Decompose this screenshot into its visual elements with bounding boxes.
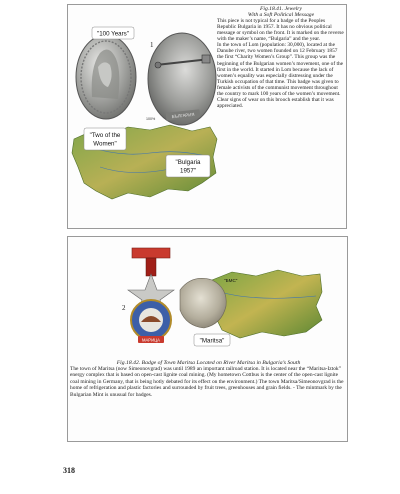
figure-1-text [217,6,345,228]
badge-inscription: МАРИЦА [142,337,160,343]
label-number-1: 1 [150,41,154,49]
figure-1-panel [67,4,347,229]
figure-1-photo [70,7,220,226]
figure-2-photo [116,240,324,360]
label-bulgaria-1957-1: "Bulgaria [175,159,201,166]
figure-2-panel [67,236,348,442]
figure-2-caption: Fig.18.42. Badge of Town Maritsa Located on River Maritsa in Bulgaria’s South [116,360,301,366]
figure-2-body: The town of Maritsa (now Simeonovgrad) was until 1989 an important railroad station. It is located near the “Maritsa-Iztok” energy complex that is based on open-cast lignite coal mining. (My hometown Cottbus is the center of the open-cast lignite coal mining in Germany, that is being hotly debated for its effect on the environment.) The town Maritsa/Simeonovgrad is the home of refrigeration and plastic factories and surrounded by fruit trees, greenhouses and grain fields. - The mintmark by the Bulgarian Mint is unusual for badges. [70,366,344,398]
label-bms: "БМС" [224,278,238,283]
figure-1-caption-line1: Fig.18.41. Jewelry [260,6,302,12]
label-two-women-1: "Two of the [89,132,121,139]
figure-1-caption-line2: With a Soft Political Message [247,12,315,19]
label-bulgaria-1957-2: 1957" [180,167,196,175]
label-100-percent: 100% [146,117,156,121]
label-number-2: 2 [122,304,126,312]
maritsa-badge [128,274,174,343]
label-100-years: "100 Years" [97,30,129,38]
label-two-women-2: Women" [93,140,117,148]
page-number: 318 [63,466,75,475]
label-maritsa: "Maritsa" [199,337,225,345]
back-stamp-text: БЪЛГАРИЯ [171,111,195,120]
figure-1-body: This piece is not typical for a badge of the Peoples Republic Bulgaria in 1957. It has no obvious political message or symbol on the front. It is marked on the reverse with the maker’s name, “Bulgaria” and the year. In the town of Lom (population: 30,000), located at the Danube river, two women founded on 12 February 1857 the first “Charity Women’s Group”. This group was the beginning of the Bulgarian women’s movement, one of the first in the world. It started in Lom because the lack of women’s equality was especially distressing under the Turkish occupation of that time. This badge was given to female activists of the communist movement throughout the country to mark 100 years of the women’s movement. Clear signs of wear on this brooch establish that it was appreciated. [217,18,344,109]
